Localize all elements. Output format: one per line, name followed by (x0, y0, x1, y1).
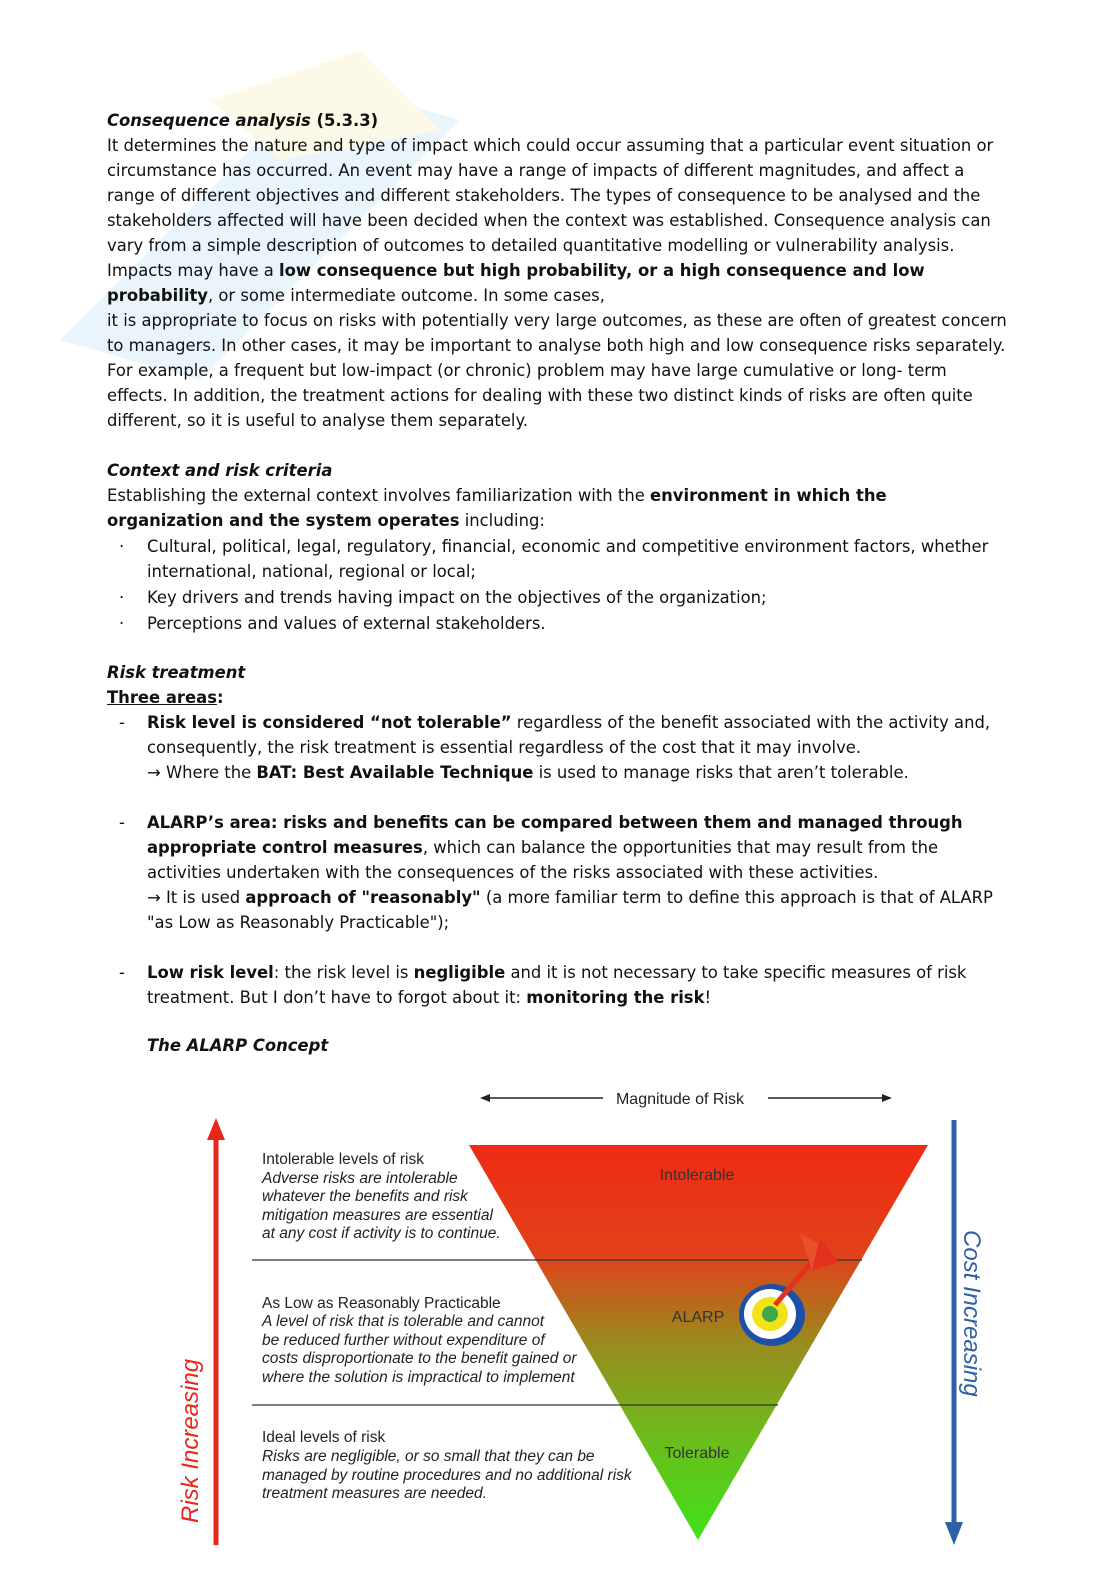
zone-desc-line: Risks are negligible, or so small that they can be (262, 1448, 595, 1465)
list-item: · Perceptions and values of external stakeholders. (107, 611, 1007, 636)
zone-desc-line: costs disproportionate to the benefit gained or (262, 1350, 577, 1367)
list-item: - Low risk level: the risk level is negligible and it is not necessary to take specific measures of risk treatment. But I don’t have to forgot about it: monitoring the risk! (107, 960, 1007, 1010)
zone-desc-line: at any cost if activity is to continue. (262, 1225, 501, 1242)
magnitude-label: Magnitude of Risk (615, 1091, 745, 1108)
list-item: · Cultural, political, legal, regulatory, financial, economic and competitive environment factors, whether international, national, regional or local; (107, 534, 1007, 584)
alarp-diagram (0, 1075, 1116, 1565)
zone-desc-line: where the solution is impractical to implement (262, 1369, 575, 1386)
list-item: - ALARP’s area: risks and benefits can be compared between them and managed through appropriate control measures, which can balance the opportunities that may result from the activities undertaken with the consequences of the risks associated with these activities. → It is used approach of "reasonably" (a more familiar term to define this approach is that of ALARP "as Low as Reasonably Practicable"); (107, 810, 1007, 935)
zone-head-alarp: As Low as Reasonably Practicable (262, 1295, 501, 1312)
zone-label-tolerable: Tolerable (664, 1445, 730, 1462)
zone-label-alarp: ALARP (671, 1309, 725, 1326)
context-paragraph: Establishing the external context involves familiarization with the environment in which the organization and the system operates including: (107, 486, 887, 530)
risk-arrowhead (207, 1118, 225, 1140)
context-bullet-list (107, 534, 1007, 636)
list-item: · Key drivers and trends having impact on the objectives of the organization; (107, 585, 1007, 610)
consequence-paragraph-1: It determines the nature and type of impact which could occur assuming that a particular event situation or circumstance has occurred. An event may have a range of impacts of different magnitudes, and affect a range of different objectives and different stakeholders. The types of consequence to be analysed and the stakeholders affected will have been decided when the context was established. Consequence analysis can vary from a simple description of outcomes to detailed quantitative modelling or vulnerability analysis. (107, 136, 994, 255)
zone-desc-line: Adverse risks are intolerable (262, 1170, 458, 1187)
zone-desc-line: whatever the benefits and risk (262, 1188, 468, 1205)
zone-desc-line: treatment measures are needed. (262, 1485, 487, 1502)
treatment-heading: Risk treatment (107, 663, 246, 682)
zone-desc-line: managed by routine procedures and no additional risk (262, 1467, 632, 1484)
three-areas-label: Three areas: (107, 688, 224, 707)
magnitude-arrowhead-right (882, 1094, 892, 1102)
consequence-paragraph-2: Impacts may have a low consequence but high probability, or a high consequence and low probability, or some intermediate outcome. In some cases, (107, 261, 925, 305)
zone-head-intolerable: Intolerable levels of risk (262, 1151, 424, 1168)
diagram-title: The ALARP Concept (147, 1036, 329, 1055)
consequence-heading: Consequence analysis (5.3.3) (107, 111, 379, 130)
zone-desc-line: mitigation measures are essential (262, 1207, 493, 1224)
cost-arrowhead (945, 1522, 963, 1545)
zone-desc-line: A level of risk that is tolerable and cannot (262, 1313, 545, 1330)
document-body (107, 108, 1007, 1035)
risk-increasing-label: Risk Increasing (177, 1358, 204, 1523)
zone-label-intolerable: Intolerable (659, 1167, 735, 1184)
zone-head-ideal: Ideal levels of risk (262, 1429, 386, 1446)
consequence-paragraph-3: it is appropriate to focus on risks with potentially very large outcomes, as these are often of greatest concern to managers. In other cases, it may be important to analyse both high and low consequence risks separately. For example, a frequent but low-impact (or chronic) problem may have large cumulative or long- term effects. In addition, the treatment actions for dealing with these two distinct kinds of risks are often quite different, so it is useful to analyse them separately. (107, 311, 1007, 430)
zone-desc-line: be reduced further without expenditure of (262, 1332, 545, 1349)
list-item: - Risk level is considered “not tolerable” regardless of the benefit associated with the activity and, consequently, the risk treatment is essential regardless of the cost that it may involve. → Where the BAT: Best Available Technique is used to manage risks that aren’t tolerable. (107, 710, 1007, 785)
cost-increasing-label: Cost Increasing (958, 1230, 985, 1397)
treatment-list (107, 710, 1007, 1010)
magnitude-arrowhead-left (480, 1094, 490, 1102)
context-heading: Context and risk criteria (107, 461, 333, 480)
